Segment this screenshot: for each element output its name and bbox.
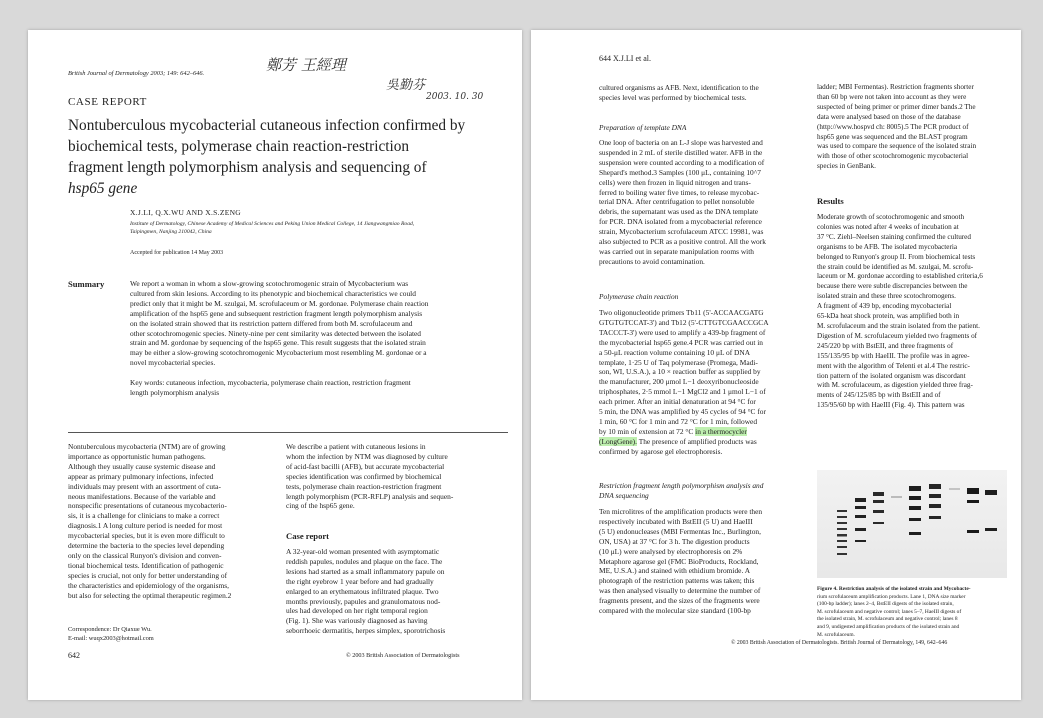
body-line: (10 μL) were analysed by electrophoresis on 2% xyxy=(599,546,743,556)
case-report-text xyxy=(286,547,496,636)
handwritten-note-names: 鄭芳 王經理 xyxy=(266,56,346,74)
body-line: ment with the algorithm of Telenti et al.4 The restric- xyxy=(817,361,970,370)
gel-image xyxy=(817,470,1007,578)
body-line: confirmed by agarose gel electrophoresis. xyxy=(599,446,723,456)
body-line: ules had developed on her right temporal region xyxy=(286,606,428,616)
summary-line: We report a woman in whom a slow-growing scotochromogenic strain of Mycobacterium was xyxy=(130,279,409,288)
highlighted-text: in a thermocycler xyxy=(695,426,747,436)
body-line: son, WI, U.S.A.), a 10 × reaction buffer as supplied by xyxy=(599,367,761,377)
body-line: organisms to be AFB. The isolated mycobacteria xyxy=(817,242,958,251)
body-line: 37 °C. Ziehl–Neelsen staining confirmed the cultured xyxy=(817,232,971,241)
body-line: laceum or M. gordonae according to established criteria,6 xyxy=(817,272,983,281)
keywords xyxy=(130,378,508,398)
left-page xyxy=(28,30,522,700)
body-line: ME, U.S.A.) and stained with ethidium bromide. A xyxy=(599,566,751,576)
caption-line: M. scrofulaceum. xyxy=(817,631,855,638)
summary-line: on the isolated strain showed that its restriction pattern differed from both M. scrofulaceum and xyxy=(130,318,413,328)
body-line: compared with the molecular size standard (100-bp xyxy=(599,606,751,616)
body-line: Moderate growth of scotochromogenic and smooth xyxy=(817,213,965,221)
body-line: enlarged to an erythematous infiltrated plaque. Two xyxy=(286,586,439,596)
handwritten-note-signature: 吳勤芬 xyxy=(386,78,426,93)
body-line: 245/220 bp with BstEII, and three fragments of xyxy=(817,341,954,350)
body-text-span: by 10 min of extension at 72 °C xyxy=(599,426,694,436)
right-page xyxy=(531,30,1021,700)
pcr-text xyxy=(599,308,801,457)
body-line: than 60 bp were not taken into account as they were xyxy=(817,92,967,101)
running-header: 644 X.J.LI et al. xyxy=(599,54,651,63)
summary-text xyxy=(130,279,508,368)
body-line: respectively incubated with BstEII (5 U) and HaeIII xyxy=(599,516,753,526)
gel-lane-7 xyxy=(949,488,960,490)
body-line: species in GenBank. xyxy=(817,162,876,171)
body-line: ferred to boiling water five times, to release mycobac- xyxy=(599,187,760,197)
body-line: tional biochemical tests. Identification of pathogenic xyxy=(68,560,224,570)
body-line: 155/135/95 bp with HaeIII. The profile was in agree- xyxy=(817,351,970,360)
body-line: Nontuberculous mycobacteria (NTM) are of growing xyxy=(68,442,226,451)
authors: X.J.LI, Q.X.WU AND X.S.ZENG xyxy=(130,208,242,217)
body-line: whom the infection by NTM was diagnosed by culture xyxy=(286,451,448,461)
body-line: length polymorphism (PCR-RFLP) analysis and sequen- xyxy=(286,491,454,501)
body-line: reddish papules, nodules and plaque on the face. The xyxy=(286,556,443,566)
body-line: diagnosis.1 A long culture period is needed for most xyxy=(68,521,223,531)
body-line: ladder; MBI Fermentas). Restriction fragments shorter xyxy=(817,83,974,91)
body-line: precautions to avoid contamination. xyxy=(599,256,705,266)
body-line: mycobacterial species, but it is even more difficult to xyxy=(68,531,225,541)
body-line: lesions had started as a small inflammatory papule on xyxy=(286,566,445,576)
affiliation xyxy=(130,221,414,236)
body-line: months previously, papules and granulomatous nod- xyxy=(286,596,441,606)
body-line: only on the classical Runyon's division and conven- xyxy=(68,550,222,560)
affiliation-line: Institute of Dermatology, Chinese Academy of Medical Sciences and Peking Union Medical College, 14 Jiangwangmiao Road, xyxy=(130,221,415,227)
body-line: but also for selecting the optimal therapeutic regimen.2 xyxy=(68,590,232,600)
caption-line: and 9, undigested amplification products of the isolated strain and xyxy=(817,623,960,630)
body-line: We describe a patient with cutaneous lesions in xyxy=(286,442,426,451)
body-line: with those of other scotochromogenic mycobacterial xyxy=(817,152,969,161)
body-line: Although they usually cause systemic disease and xyxy=(68,461,216,471)
body-line: neous manifestations. Because of the variable and xyxy=(68,491,216,501)
body-line: fragments present, and the sizes of the fragments were xyxy=(599,596,760,606)
correspondence: Correspondence: Dr Qiaxue Wu. xyxy=(68,626,152,633)
body-line: data were analysed based on those of the database xyxy=(817,112,961,121)
body-line: importance as opportunistic human pathogens. xyxy=(68,451,206,461)
body-line: of acid-fast bacilli (AFB), but accurate mycobacterial xyxy=(286,461,445,471)
body-line: strain, Mycobacterium scrofulaceum ATCC 19981, was xyxy=(599,227,764,237)
title-line: hsp65 gene xyxy=(68,180,138,197)
body-line: the strain could be identified as M. szulgai, M. scrofu- xyxy=(817,262,974,271)
pcr-heading: Polymerase chain reaction xyxy=(599,292,679,301)
body-line: One loop of bacteria on an L-J slope was harvested and xyxy=(599,138,763,147)
body-line: colonies was noted after 4 weeks of incubation at xyxy=(817,222,959,231)
body-line: tests, polymerase chain reaction-restriction fragment xyxy=(286,481,442,491)
body-line: species is crucial, not only for better understanding of xyxy=(68,570,228,580)
body-column-2-top xyxy=(817,83,1003,172)
summary-line: strain and M. gordonae by sequencing of the hsp65 gene. This result suggests that the isolated strain xyxy=(130,338,426,348)
body-line: determine the bacteria to the species level depending xyxy=(68,541,225,551)
handwritten-date: 2003. 10. 30 xyxy=(426,92,484,102)
body-line: template, 1·25 U of Taq polymerase (Promega, Madi- xyxy=(599,357,758,367)
divider xyxy=(68,432,508,433)
keywords-line: Key words: cutaneous infection, mycobacteria, polymerase chain reaction, restriction fragment xyxy=(130,378,411,387)
rflp-heading xyxy=(599,481,804,500)
body-line: 1 min, 60 °C for 1 min and 72 °C for 1 min, followed xyxy=(599,416,758,426)
prep-text xyxy=(599,138,801,267)
intro-column-1 xyxy=(68,442,270,601)
caption-line: M. scrofulaceum and negative control; lanes 5–7, HaeIII digests of xyxy=(817,608,962,615)
body-line: the characteristics and epidemiology of the organisms, xyxy=(68,580,229,590)
intro-column-2 xyxy=(286,442,496,511)
body-line: individuals may present with an assortment of cuta- xyxy=(68,481,221,491)
body-line: 135/95/60 bp with HaeIII (Fig. 4). This pattern was xyxy=(817,401,965,410)
body-line: Shepard's method.3 Samples (100 μL, containing 10^7 xyxy=(599,167,761,177)
summary-line: other scotochromogenic species. Ninety-nine per cent similarity was detected between the isolated xyxy=(130,328,422,338)
body-line xyxy=(599,427,801,437)
body-line: hsp65 gene was sequenced and the BLAST program xyxy=(817,132,968,141)
page-number: 642 xyxy=(68,651,80,660)
heading-line: DNA sequencing xyxy=(599,490,649,500)
caption-line: (100-bp ladder); lanes 2–4, BstEII digests of the isolated strain, xyxy=(817,601,954,608)
body-line: each primer. After an initial denaturation at 94 °C for xyxy=(599,397,756,407)
body-line: cultured organisms as AFB. Next, identification to the xyxy=(599,83,759,92)
summary-line: may be either a slow-growing scotochromogenic Mycobacterium most resembling M. gordonae or a xyxy=(130,348,427,358)
body-line: also subjected to PCR as a positive control. All the work xyxy=(599,237,766,247)
correspondence-email[interactable]: E-mail: wuqx2003@hotmail.com xyxy=(68,635,154,642)
figure-caption xyxy=(817,586,1007,639)
body-line: seborrhoeic dermatitis, herpes simplex, sporotrichosis xyxy=(286,626,446,636)
body-line: debris, the supernatant was used as the DNA template xyxy=(599,207,759,217)
body-line: 65-kDa heat shock protein, was amplified both in xyxy=(817,312,960,321)
body-line: A fragment of 439 bp, encoding mycobacterial xyxy=(817,302,952,311)
summary-line: cultured from skin lesions. According to its phenotypic and biochemical characteristics we could xyxy=(130,288,416,298)
body-line: species identification was confirmed by biochemical xyxy=(286,471,442,481)
case-report-heading: Case report xyxy=(286,531,330,541)
title-line: biochemical tests, polymerase chain reaction-restriction xyxy=(68,138,410,155)
body-line: triphosphates, 2·5 mmol L−1 MgCl2 and 1 μmol L−1 of xyxy=(599,387,766,397)
body-line: belonged to Runyon's group II. From biochemical tests xyxy=(817,252,976,261)
body-text-span: The presence of amplified products was xyxy=(638,436,757,446)
body-line: sis, it is a challenge for clinicians to make a correct xyxy=(68,511,220,521)
body-line: 5 min, the DNA was amplified by 45 cycles of 94 °C for xyxy=(599,407,766,417)
accepted-date: Accepted for publication 14 May 2003 xyxy=(130,250,224,256)
body-line: (5 U) endonucleases (MBI Fermentas Inc., Burlington, xyxy=(599,526,761,536)
body-line: the manufacturer, 200 μmol L−1 deoxyribonucleoside xyxy=(599,377,759,387)
summary-line: novel mycobacterial species. xyxy=(130,358,216,368)
body-line: TACCCT-3') were used to amplify a 439-bp fragment of xyxy=(599,327,766,337)
body-line: cing of the hsp65 gene. xyxy=(286,501,355,511)
results-text xyxy=(817,213,1003,411)
highlighted-text: (LongGene). xyxy=(599,436,637,446)
body-line: Ten microlitres of the amplification products were then xyxy=(599,507,763,516)
body-line: ON, USA) at 37 °C for 3 h. The digestion products xyxy=(599,536,750,546)
body-line: terial DNA. After centrifugation to pellet nonsoluble xyxy=(599,197,755,207)
body-line xyxy=(599,437,801,447)
body-line: suspended in 2 mL of sterile distilled water. AFB in the xyxy=(599,147,763,157)
gel-electrophoresis-figure xyxy=(817,470,1007,578)
body-line: nonspecific presentations of cutaneous mycobacterio- xyxy=(68,501,227,511)
summary-line: amplification of the hsp65 gene and subsequent restriction fragment length polymorphism analysis xyxy=(130,308,423,318)
body-line: suspension were counted according to a modification of xyxy=(599,157,765,167)
summary-line: predict only that it might be M. szulgai, M. scrofulaceum or M. gordonae. Polymerase chain reaction xyxy=(130,298,429,308)
body-line: suspected of being primer or primer dimer bands.2 The xyxy=(817,102,976,111)
body-line: Two oligonucleotide primers Tb11 (5'-ACCAACGATG xyxy=(599,308,764,317)
body-line: photograph of the restriction patterns was taken; this xyxy=(599,576,755,586)
title-line: Nontuberculous mycobacterial cutaneous infection confirmed by xyxy=(68,117,466,134)
caption-line: rium scrofulaceum amplification products. Lane 1, DNA size marker xyxy=(817,593,966,600)
article-title xyxy=(68,115,508,199)
caption-line: the isolated strain, M. scrofulaceum and negative control; lanes 8 xyxy=(817,616,958,623)
body-line: species level was performed by biochemical tests. xyxy=(599,92,747,102)
right-footer: © 2003 British Association of Dermatologists. British Journal of Dermatology, 149, 642–646 xyxy=(731,640,948,646)
caption-line: Figure 4. Restriction analysis of the isolated strain and Mycobacte- xyxy=(817,586,971,592)
body-line: with M. scrofulaceum, as digestion yielded three frag- xyxy=(817,381,973,390)
body-line: was carried out in separate manipulation rooms with xyxy=(599,246,754,256)
body-line: ments of 245/125/85 bp with BstEII and of xyxy=(817,391,941,400)
summary-heading: Summary xyxy=(68,279,105,289)
body-line: was used to compare the sequence of the isolated strain xyxy=(817,142,977,151)
body-line: a 50-μL reaction volume containing 10 μL of DNA xyxy=(599,347,751,357)
body-line: because there were subtle discrepancies between the xyxy=(817,282,968,291)
section-label: CASE REPORT xyxy=(68,96,147,108)
body-line: appear as primary pulmonary infections, infected xyxy=(68,471,214,481)
copyright: © 2003 British Association of Dermatologists xyxy=(346,652,460,659)
prep-heading: Preparation of template DNA xyxy=(599,123,687,132)
heading-line: Restriction fragment length polymorphism analysis and xyxy=(599,481,764,490)
body-line: M. scrofulaceum and the strain isolated from the patient. xyxy=(817,321,980,330)
body-line: the right eyebrow 1 year before and had gradually xyxy=(286,576,434,586)
body-line: GTGTGTCCAT-3') and Tb12 (5'-CTTGTCGAACCGCA xyxy=(599,317,769,327)
title-line: fragment length polymorphism analysis and sequencing of xyxy=(68,159,427,176)
keywords-line: length polymorphism analysis xyxy=(130,387,220,397)
rflp-text xyxy=(599,507,801,616)
body-line: Digestion of M. scrofulaceum yielded two fragments of xyxy=(817,331,978,340)
results-heading: Results xyxy=(817,196,844,206)
body-line: the mycobacterial hsp65 gene.4 PCR was carried out in xyxy=(599,337,763,347)
body-line: was then analysed visually to determine the number of xyxy=(599,586,761,596)
body-line: (http://www.hospvd ch: 8005).5 The PCR product of xyxy=(817,122,969,131)
body-line: cells) were then frozen in liquid nitrogen and trans- xyxy=(599,177,751,187)
body-column-1-top xyxy=(599,83,801,103)
body-line: tion pattern of the isolated organism was discordant xyxy=(817,371,966,380)
body-line: isolated strain and these three scotochromogens. xyxy=(817,292,956,301)
body-line: (Fig. 1). She was variously diagnosed as having xyxy=(286,616,428,626)
journal-header: British Journal of Dermatology 2003; 149: 642–646. xyxy=(68,70,205,77)
body-line: A 32-year-old woman presented with asymptomatic xyxy=(286,547,440,556)
affiliation-line: Taipingmen, Nanjing 210042, China xyxy=(130,228,212,235)
body-line: Metaphore agarose gel (FMC BioProducts, Rockland, xyxy=(599,556,759,566)
body-line: for PCR. DNA isolated from a mycobacterial reference xyxy=(599,217,762,227)
gel-lane-4 xyxy=(891,496,902,498)
